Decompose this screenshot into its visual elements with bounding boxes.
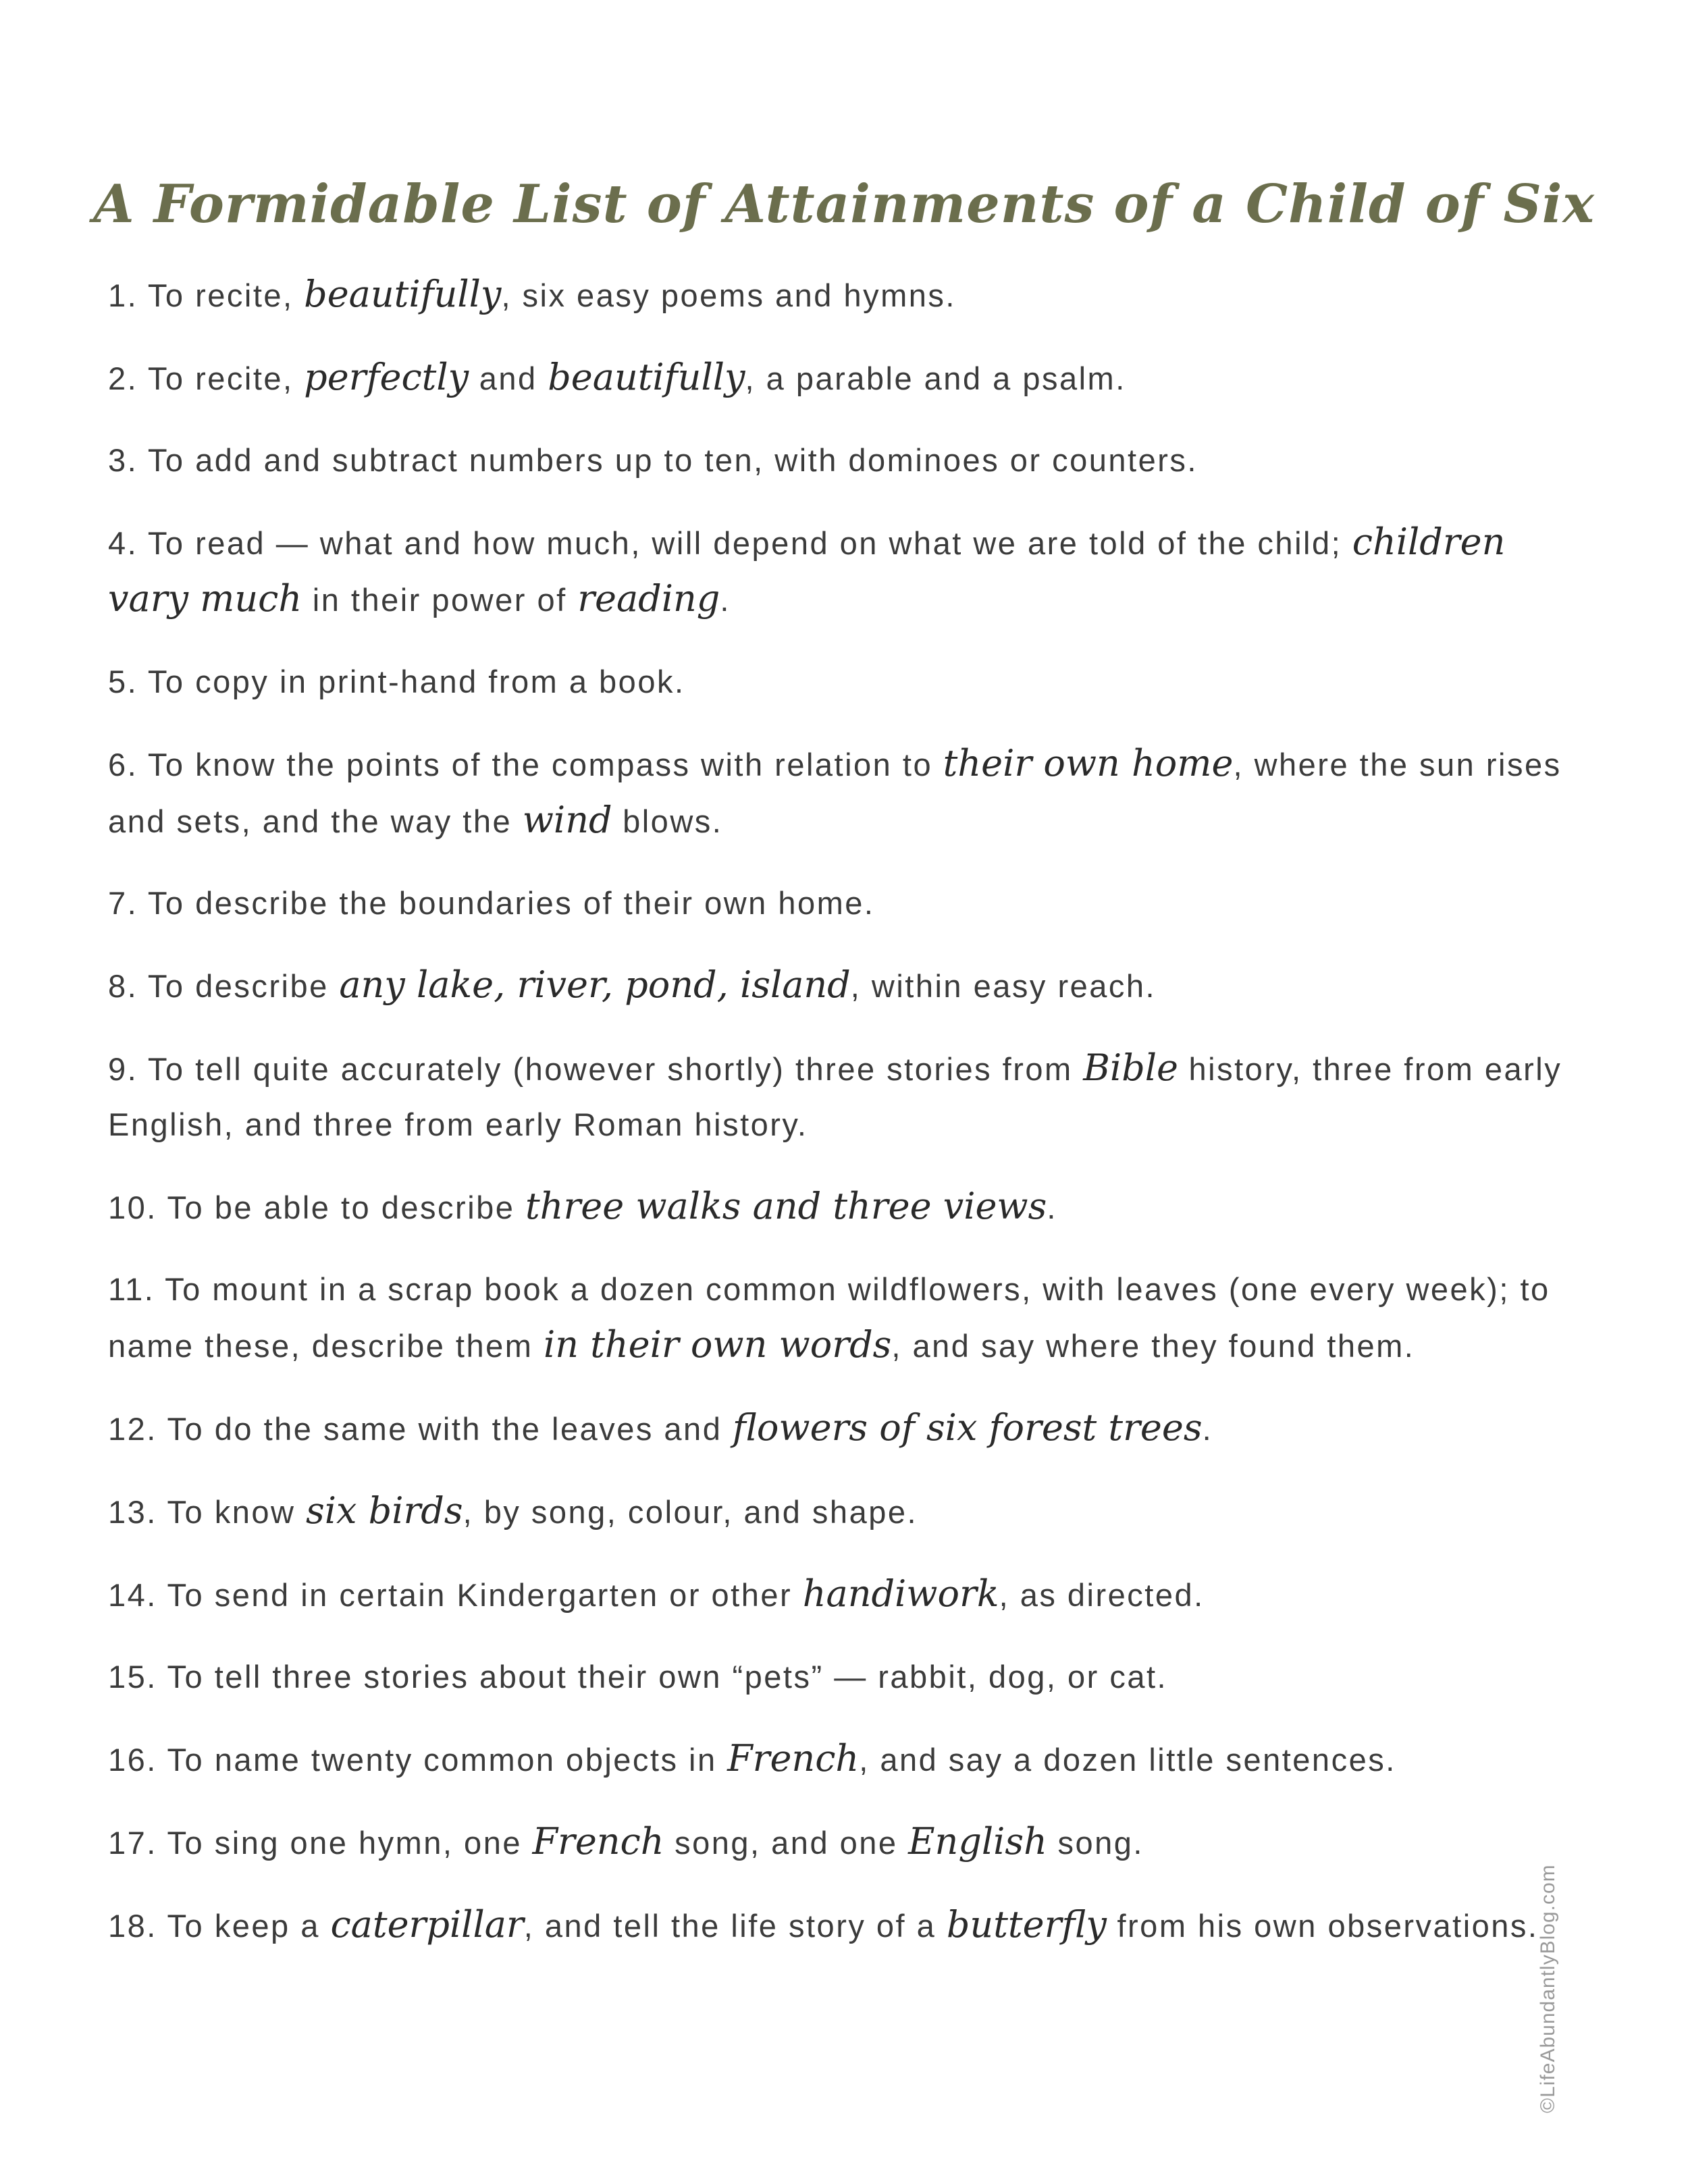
script-emphasis: perfectly (304, 356, 469, 398)
item-number: 7. (108, 885, 138, 921)
list-item (108, 1897, 1580, 1954)
item-number: 5. (108, 664, 138, 699)
item-text: blows. (612, 803, 723, 839)
script-emphasis: handiwork (802, 1572, 999, 1615)
script-emphasis: in their own words (543, 1323, 892, 1366)
list-item (108, 514, 1580, 628)
item-text: To describe (138, 968, 340, 1004)
item-text: To sing one hymn, one (157, 1825, 533, 1861)
item-number: 6. (108, 747, 138, 782)
script-emphasis: beautifully (304, 273, 502, 315)
list-item (108, 1400, 1580, 1457)
item-number: 2. (108, 361, 138, 396)
item-number: 13. (108, 1494, 157, 1530)
item-text: To send in certain Kindergarten or other (157, 1577, 803, 1613)
script-emphasis: six birds (306, 1489, 463, 1532)
item-text: To recite, (138, 361, 305, 396)
list-item (108, 1649, 1580, 1705)
item-text: , where the sun rises and sets, and the way the (108, 747, 1562, 839)
list-item (108, 957, 1580, 1014)
list-item (108, 1731, 1580, 1788)
script-emphasis: Bible (1083, 1046, 1178, 1089)
item-number: 8. (108, 968, 138, 1004)
item-text: To do the same with the leaves and (157, 1411, 733, 1447)
list-item (108, 350, 1580, 406)
item-number: 9. (108, 1051, 138, 1087)
script-emphasis: flowers of six forest trees (732, 1406, 1203, 1449)
item-text: To tell three stories about their own “pets” — rabbit, dog, or cat. (157, 1659, 1168, 1695)
item-text: , and say a dozen little sentences. (859, 1742, 1396, 1778)
item-number: 14. (108, 1577, 157, 1613)
item-number: 10. (108, 1190, 157, 1225)
item-text: in their power of (302, 582, 578, 618)
script-emphasis: French (532, 1820, 664, 1863)
item-text: from his own observations. (1106, 1908, 1539, 1944)
item-text: . (720, 582, 731, 618)
item-text: . (1202, 1411, 1213, 1447)
list-item (108, 1566, 1580, 1623)
item-text: history, three from early English, and three from early Roman history. (108, 1051, 1562, 1142)
copyright-watermark: ©LifeAbundantlyBlog.com (1537, 1864, 1559, 2113)
item-text: , and say where they found them. (891, 1328, 1415, 1364)
list-item (108, 1814, 1580, 1871)
item-number: 12. (108, 1411, 157, 1447)
script-emphasis: their own home (943, 742, 1234, 784)
item-text: To mount in a scrap book a dozen common wildflowers, with leaves (one every week); to name these, describe them (108, 1271, 1550, 1364)
item-text: , by song, colour, and shape. (463, 1494, 918, 1530)
item-text: To read — what and how much, will depend on what we are told of the child; (138, 525, 1352, 561)
item-text: To know (157, 1494, 307, 1530)
script-emphasis: wind (522, 799, 612, 841)
item-number: 18. (108, 1908, 157, 1944)
item-number: 15. (108, 1659, 157, 1695)
item-text: and (469, 361, 548, 396)
item-number: 1. (108, 277, 138, 313)
script-emphasis: beautifully (548, 356, 745, 398)
item-text: , within easy reach. (850, 968, 1157, 1004)
script-emphasis: reading (577, 577, 720, 620)
list-item (108, 1483, 1580, 1540)
list-item (108, 433, 1580, 488)
item-text: song. (1047, 1825, 1144, 1861)
item-text: , as directed. (999, 1577, 1205, 1613)
script-emphasis: three walks and three views (525, 1185, 1047, 1227)
item-text: , six easy poems and hymns. (501, 277, 956, 313)
script-emphasis: children vary much (108, 521, 1506, 620)
script-emphasis: any lake, river, pond, island (339, 963, 851, 1006)
item-text: To be able to describe (157, 1190, 525, 1225)
item-number: 4. (108, 525, 138, 561)
script-emphasis: butterfly (946, 1903, 1107, 1946)
item-number: 17. (108, 1825, 157, 1861)
list-item (108, 876, 1580, 931)
script-emphasis: French (727, 1737, 860, 1780)
list-item (108, 736, 1580, 849)
item-number: 3. (108, 442, 138, 478)
item-number: 16. (108, 1742, 157, 1778)
list-item (108, 654, 1580, 710)
script-emphasis: caterpillar (330, 1903, 524, 1946)
list-item (108, 1179, 1580, 1235)
list-item (108, 1040, 1580, 1152)
attainments-list (108, 267, 1580, 1980)
item-text: , a parable and a psalm. (745, 361, 1126, 396)
item-text: , and tell the life story of a (523, 1908, 947, 1944)
item-text: To keep a (157, 1908, 331, 1944)
item-text: To know the points of the compass with relation to (138, 747, 943, 782)
item-text: To recite, (138, 277, 305, 313)
list-item (108, 267, 1580, 323)
item-text: To name twenty common objects in (157, 1742, 728, 1778)
item-text: To copy in print-hand from a book. (138, 664, 685, 699)
item-text: To tell quite accurately (however shortly) three stories from (138, 1051, 1084, 1087)
script-emphasis: English (908, 1820, 1047, 1863)
item-text: To describe the boundaries of their own home. (138, 885, 875, 921)
item-text: song, and one (664, 1825, 909, 1861)
page-title: A Formidable List of Attainments of a Child of Six (93, 174, 1595, 236)
item-text: . (1047, 1190, 1057, 1225)
item-text: To add and subtract numbers up to ten, with dominoes or counters. (138, 442, 1198, 478)
item-number: 11. (108, 1271, 155, 1307)
list-item (108, 1262, 1580, 1374)
